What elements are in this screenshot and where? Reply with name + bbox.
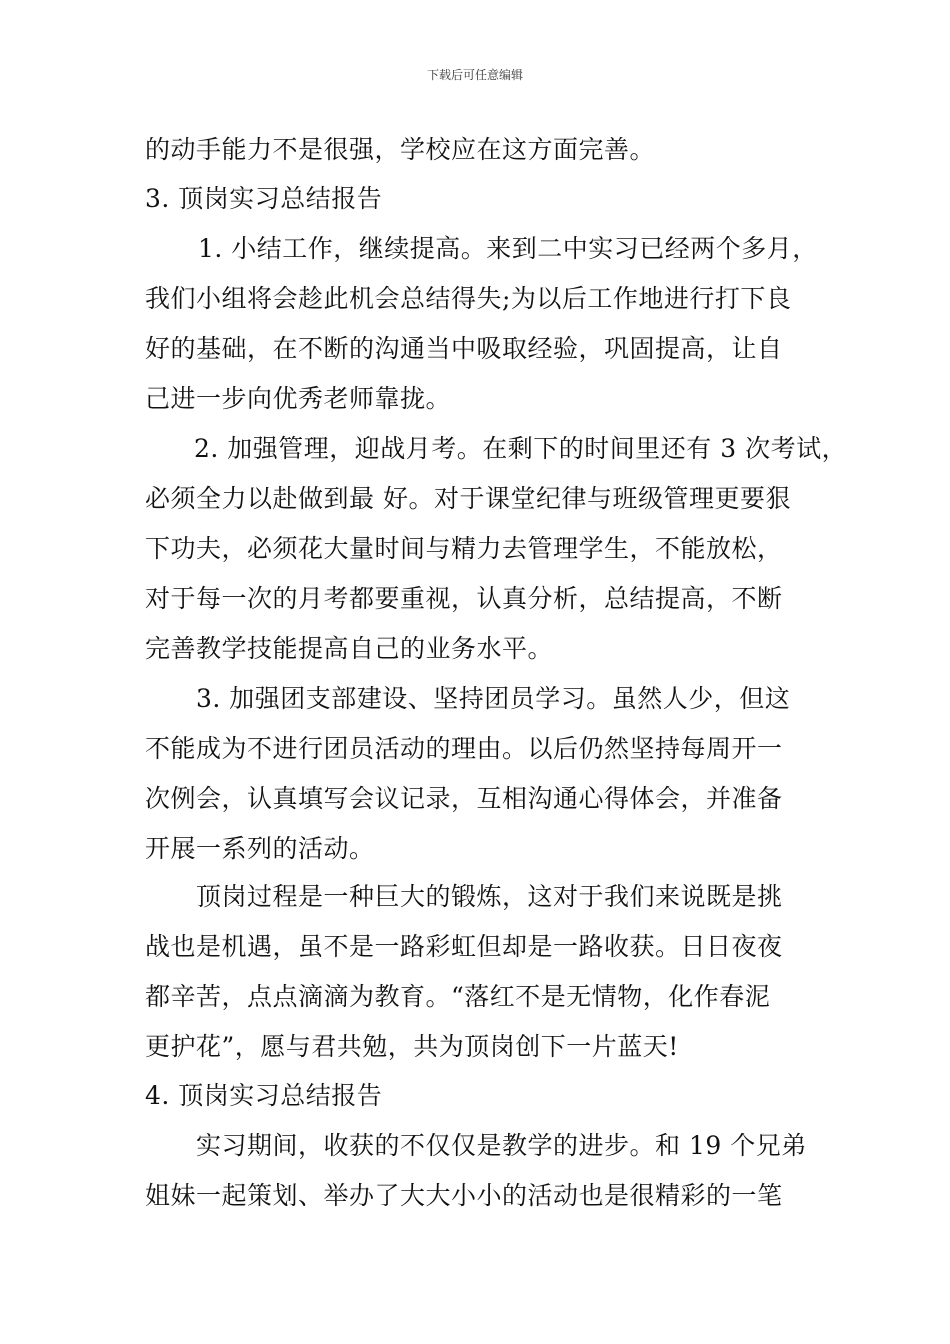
text-line: 更护花”，愿与君共勉，共为顶岗创下一片蓝天! [145,1032,679,1061]
text-line: 必须全力以赴做到最 好。对于课堂纪律与班级管理更要狠 [145,484,791,513]
text-line: 不能成为不进行团员活动的理由。以后仍然坚持每周开一 [145,734,783,763]
text-line: 我们小组将会趁此机会总结得失;为以后工作地进行打下良 [145,284,792,313]
text-line: 完善教学技能提高自己的业务水平。 [145,634,554,663]
text-line: 好的基础，在不断的沟通当中吸取经验，巩固提高，让自 [145,334,783,363]
text-line: 的动手能力不是很强，学校应在这方面完善。 [145,135,656,164]
text-line: 开展一系列的活动。 [145,834,375,863]
section-heading: 4. 顶岗实习总结报告 [145,1081,383,1110]
text-line: 对于每一次的月考都要重视，认真分析，总结提高，不断 [145,584,783,613]
text-line: 战也是机遇，虽不是一路彩虹但却是一路收获。日日夜夜 [145,932,783,961]
text-line: 3. 加强团支部建设、坚持团员学习。虽然人少，但这 [196,684,791,713]
page-header-note: 下载后可任意编辑 [426,68,523,82]
text-line: 1. 小结工作，继续提高。来到二中实习已经两个多月， [198,234,818,263]
text-line: 顶岗过程是一种巨大的锻炼，这对于我们来说既是挑 [196,882,783,911]
text-line: 都辛苦，点点滴滴为教育。“落红不是无情物，化作春泥 [145,982,771,1011]
text-line: 实习期间，收获的不仅仅是教学的进步。和 19 个兄弟 [196,1131,807,1160]
text-line: 下功夫，必须花大量时间与精力去管理学生，不能放松， [145,534,783,563]
text-line: 次例会，认真填写会议记录，互相沟通心得体会，并准备 [145,784,783,813]
text-line: 姐妹一起策划、举办了大大小小的活动也是很精彩的一笔 [145,1181,783,1210]
text-line: 2. 加强管理，迎战月考。在剩下的时间里还有 3 次考试， [194,434,848,463]
text-line: 己进一步向优秀老师靠拢。 [145,384,452,413]
section-heading: 3. 顶岗实习总结报告 [145,184,383,213]
